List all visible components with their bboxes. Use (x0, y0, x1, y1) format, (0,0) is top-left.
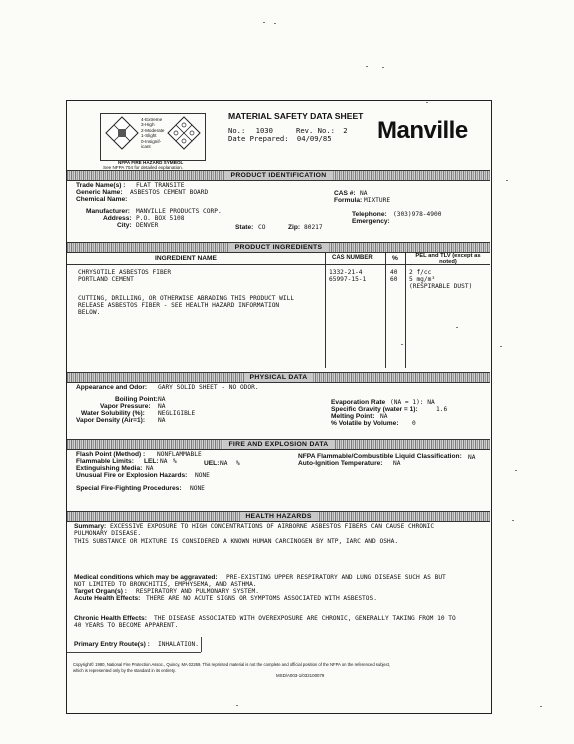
zip-label: Zip: (288, 224, 301, 231)
address-label: Address: (103, 215, 132, 222)
msds-number-value: 1030 (255, 126, 273, 135)
section-title: PHYSICAL DATA (244, 373, 314, 382)
acute-effects-label: Acute Health Effects: (74, 595, 141, 602)
target-organs-value: RESPIRATORY AND PULMONARY SYSTEM. (136, 588, 259, 595)
date-prepared (228, 134, 332, 143)
flash-point-value: NONFLAMMABLE (157, 451, 202, 458)
auto-ignition-label: Auto-Ignition Temperature: (298, 460, 383, 467)
trade-name-value: FLAT TRANSITE (136, 182, 185, 189)
nfpa-classification-value: NA (468, 454, 476, 461)
ingredient-pel-note: (RESPIRABLE DUST) (409, 283, 473, 290)
auto-ignition-value: NA (393, 460, 401, 467)
address-value: P.O. BOX 5108 (136, 215, 185, 222)
date-prepared-label: Date Prepared: (228, 134, 289, 143)
cas-value: NA (360, 190, 368, 197)
ingredient-warning-line: CUTTING, DRILLING, OR OTHERWISE ABRADING THIS PRODUCT WILL (78, 295, 295, 302)
ingredients-table (67, 253, 490, 368)
uel-unit: % (236, 460, 240, 467)
nfpa-classification-label: NFPA Flammable/Combustible Liquid Classification: (298, 453, 462, 460)
footer-copyright-cont: which is represented only by the standard in its entirety. (73, 668, 176, 673)
summary-line: EXCESSIVE EXPOSURE TO HIGH CONCENTRATIONS OF AIRBORNE ASBESTOS FIBERS CAN CAUSE CHRONIC (110, 523, 435, 530)
ingredient-name: CHRYSOTILE ASBESTOS FIBER (78, 269, 172, 276)
unusual-hazards-label: Unusual Fire or Explosion Hazards: (76, 472, 188, 479)
unusual-hazards-value: NONE (195, 472, 210, 479)
flammable-limits-label: Flammable Limits: (76, 458, 134, 465)
chemical-name-label: Chemical Name: (76, 196, 128, 203)
lel-unit: % (173, 458, 177, 465)
section-bar-health-hazards (67, 511, 490, 522)
entry-route-label: Primary Entry Route(s) : (74, 641, 150, 648)
nfpa-legend-item: 0-Insignif- (141, 138, 162, 144)
summary-line: THIS SUBSTANCE OR MIXTURE IS CONSIDERED A KNOWN HUMAN CARCINOGEN BY NTP, IARC AND OSHA. (74, 538, 399, 545)
specific-gravity-value: 1.6 (436, 406, 448, 413)
col-header-pel: PEL and TLV (except as noted) (415, 253, 481, 266)
ingredient-percent: 40 (390, 269, 398, 276)
city-label: City: (117, 222, 132, 229)
msds-number-label: No.: (228, 126, 246, 135)
medical-conditions-label: Medical conditions which may be aggravated: (74, 574, 218, 581)
lel-value: NA (160, 458, 168, 465)
volatile-value: 0 (412, 420, 416, 427)
formula-value: MIXTURE (364, 197, 391, 204)
vapor-pressure-value: NA (158, 403, 166, 410)
col-header-percent: % (392, 255, 398, 262)
section-title: PRODUCT IDENTIFICATION (225, 171, 333, 180)
zip-value: 80217 (304, 224, 323, 231)
medical-conditions-line: NOT LIMITED TO BRONCHITIS, EMPHYSEMA, AND ASTHMA. (74, 581, 257, 588)
acute-effects-value: THERE ARE NO ACUTE SIGNS OR SYMPTOMS ASSOCIATED WITH ASBESTOS. (146, 595, 377, 602)
extinguishing-value: NA (146, 465, 154, 472)
nfpa-legend-item: icant (141, 144, 151, 150)
ingredient-percent: 60 (390, 276, 398, 283)
section-bar-physical-data (67, 372, 490, 383)
ingredient-cas: 65997-15-1 (329, 276, 367, 283)
section-bar-product-identification (67, 170, 490, 181)
col-header-ingredient: INGREDIENT NAME (155, 255, 217, 262)
col-header-cas: CAS NUMBER (332, 255, 373, 261)
ingredient-warning-line: BELOW. (78, 309, 101, 316)
vapor-density-value: NA (158, 417, 166, 424)
trade-name-label: Trade Name(s) : (76, 182, 126, 189)
boiling-point-label: Boiling Point: (115, 396, 158, 403)
entry-route-value: INHALATION. (158, 641, 199, 648)
revision-label: Rev. No.: (296, 126, 335, 135)
section-bar-fire-explosion (67, 439, 490, 450)
cas-label: CAS #: (334, 190, 356, 197)
state-label: State: (235, 224, 254, 231)
flash-point-label: Flash Point (Method) : (76, 451, 146, 458)
nfpa-legend-item: 1-Slight (141, 133, 157, 139)
target-organs-label: Target Organ(s) : (74, 588, 127, 595)
uel-value: NA (220, 460, 228, 467)
summary-line: PULMONARY DISEASE. (74, 530, 142, 537)
vapor-pressure-label: Vapor Pressure: (100, 403, 151, 410)
ingredient-cas: 1332-21-4 (329, 269, 363, 276)
telephone-value: (303)978-4900 (393, 211, 442, 218)
section-title: PRODUCT INGREDIENTS (229, 243, 329, 252)
chronic-effects-line: 40 YEARS TO BECOME APPARENT. (74, 622, 179, 629)
emergency-label: Emergency: (352, 218, 390, 225)
footer-document-code: MSD/A003-1/032100079 (276, 673, 325, 678)
date-prepared-value: 04/09/85 (296, 134, 332, 143)
uel-label: UEL: (204, 460, 220, 467)
nfpa-caption-note: See NFPA 704 for detailed explanation. (103, 165, 184, 170)
nfpa-diamond-icon (105, 116, 139, 150)
appearance-value: GARY SOLID SHEET - NO ODOR. (158, 384, 259, 391)
summary-label: Summary: (74, 523, 107, 530)
vapor-density-label: Vapor Density (Air=1): (76, 417, 146, 424)
appearance-label: Appearance and Odor: (76, 384, 148, 391)
state-value: CO (258, 224, 266, 231)
entry-route-underline (67, 652, 201, 653)
nfpa-legend-item: 2-Moderate (141, 127, 165, 133)
specific-gravity-label: Specific Gravity (water = 1): (331, 406, 418, 413)
special-procedures-label: Special Fire-Fighting Procedures: (76, 485, 182, 492)
section-bar-product-ingredients (67, 242, 490, 253)
section-title: FIRE AND EXPLOSION DATA (222, 440, 334, 449)
manville-logo: Manville (377, 117, 468, 144)
generic-name-value: ASBESTOS CEMENT BOARD (130, 189, 209, 196)
footer-copyright: Copyright© 1980, National Fire Protection Assoc., Quincy, MA 02269. This reprinted material is not the complete and official position of the NFPA on the referenced subject, (73, 662, 391, 667)
volatile-label: % Volatile by Volume: (331, 420, 399, 427)
chronic-effects-line: THE DISEASE ASSOCIATED WITH OVEREXPOSURE ARE CHRONIC, GENERALLY TAKING FROM 10 TO (154, 615, 456, 622)
chronic-effects-label: Chronic Health Effects: (74, 615, 147, 622)
evaporation-rate-label: Evaporation Rate (331, 399, 386, 406)
ingredient-pel: 5 mg/m³ (409, 276, 436, 283)
nfpa-legend-item: 3-High (141, 122, 155, 128)
telephone-label: Telephone: (352, 211, 387, 218)
document-title: MATERIAL SAFETY DATA SHEET (228, 111, 364, 121)
entry-route-divider (201, 637, 202, 652)
extinguishing-label: Extinguishing Media: (76, 465, 143, 472)
water-solubility-label: Water Solubility (%): (81, 410, 145, 417)
evaporation-rate-value: (NA = 1): NA (390, 399, 435, 406)
ingredient-pel: 2 f/cc (409, 269, 432, 276)
formula-label: Formula: (334, 197, 363, 204)
ingredient-name: PORTLAND CEMENT (78, 276, 134, 283)
section-title: HEALTH HAZARDS (239, 512, 317, 521)
generic-name-label: Generic Name: (76, 189, 123, 196)
city-value: DENVER (136, 222, 159, 229)
nfpa-diamond-block (100, 113, 206, 161)
water-solubility-value: NEGLIGIBLE (158, 410, 196, 417)
boiling-point-value: NA (158, 396, 166, 403)
nfpa-legend (141, 117, 165, 149)
nfpa-legend-item: 4-Extreme (141, 117, 163, 122)
melting-point-label: Melting Point: (331, 413, 375, 420)
revision-value: 2 (343, 126, 348, 135)
special-procedures-value: NONE (190, 485, 205, 492)
melting-point-value: NA (380, 413, 388, 420)
manufacturer-label: Manufacturer: (86, 208, 130, 215)
medical-conditions-line: PRE-EXISTING UPPER RESPIRATORY AND LUNG DISEASE SUCH AS BUT (226, 574, 446, 581)
nfpa-caption: NFPA FIRE HAZARD SYMBOL (118, 160, 184, 165)
lel-label: LEL: (144, 458, 159, 465)
ingredient-warning-line: RELEASE ASBESTOS FIBER - SEE HEALTH HAZARD INFORMATION (78, 302, 280, 309)
nfpa-rating-diamond-icon (167, 116, 201, 150)
manufacturer-value: MANVILLE PRODUCTS CORP. (136, 208, 222, 215)
